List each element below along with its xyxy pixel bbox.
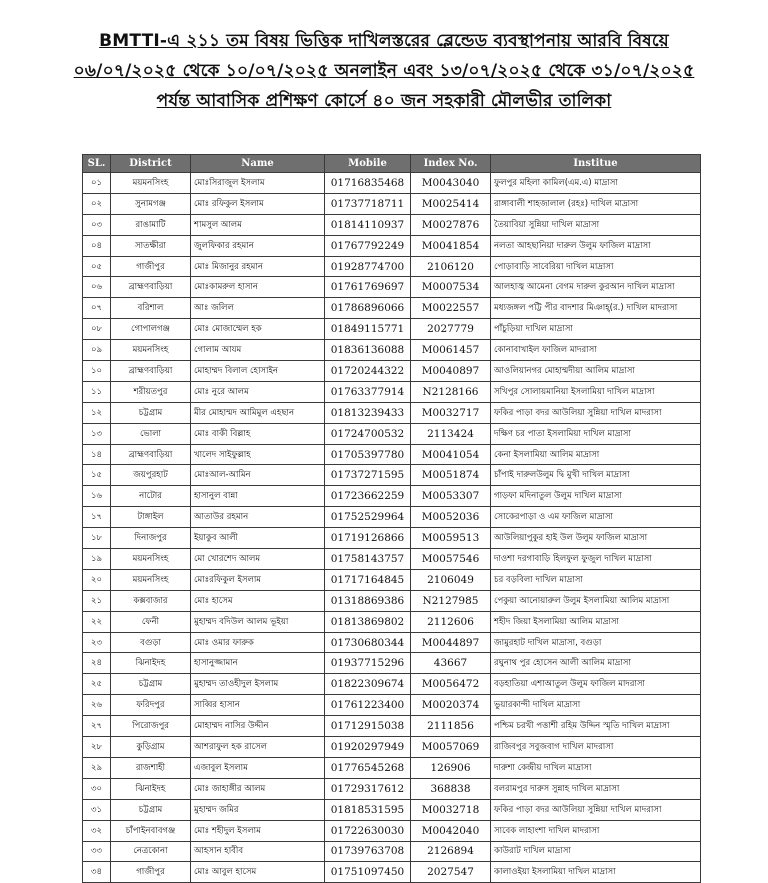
row-mobile: 01761769697 — [325, 277, 411, 298]
row-mobile: 01722630030 — [325, 820, 411, 841]
row-name: মোঃ আবুল হাসেম — [191, 862, 325, 883]
table-row — [83, 465, 701, 486]
row-sl: ১২ — [83, 402, 111, 423]
row-sl: ০৭ — [83, 298, 111, 319]
title-line-3: পর্যন্ত আবাসিক প্রশিক্ষণ কোর্সে ৪০ জন সহকারী মৌলভীর তালিকা — [156, 91, 612, 111]
row-sl: ০৪ — [83, 235, 111, 256]
row-mobile: 01836136088 — [325, 340, 411, 361]
row-name: মোঃরফিকুল ইসলাম — [191, 569, 325, 590]
row-sl: ২৩ — [83, 632, 111, 653]
row-name: মোঃ নুরে আলম — [191, 381, 325, 402]
row-district: চট্টগ্রাম — [111, 799, 191, 820]
row-district: চট্টগ্রাম — [111, 674, 191, 695]
row-index: N2128166 — [411, 381, 491, 402]
header-index: Index No. — [411, 155, 491, 173]
row-index: M0061457 — [411, 340, 491, 361]
row-name: খালেদ সাইফুল্লাহ — [191, 444, 325, 465]
row-institute: কাউরাট দাখিল মাদ্রাসা — [491, 841, 701, 862]
participant-table — [82, 154, 701, 883]
row-mobile: 01730680344 — [325, 632, 411, 653]
row-sl: ৩১ — [83, 799, 111, 820]
row-sl: ১০ — [83, 361, 111, 382]
row-institute: ফুলপুর মহিলা কামিল(এম.এ) মাদ্রাসা — [491, 173, 701, 194]
row-name: ইয়াকুব আলী — [191, 528, 325, 549]
row-mobile: 01814110937 — [325, 214, 411, 235]
row-district: ব্রাহ্মণবাড়িয়া — [111, 444, 191, 465]
row-district: চাঁপাইনবাবগঞ্জ — [111, 820, 191, 841]
row-district: ঝিনাইদহ — [111, 778, 191, 799]
row-name: আঃ জলিল — [191, 298, 325, 319]
row-index: 2106120 — [411, 256, 491, 277]
table-row — [83, 277, 701, 298]
row-name: মোহাম্মদ নাসির উদ্দীন — [191, 716, 325, 737]
row-sl: ২৬ — [83, 695, 111, 716]
header-institute: Institue — [491, 155, 701, 173]
row-sl: ২৯ — [83, 757, 111, 778]
row-institute: দাওশা দরগাবাড়ি হিলফুল ফুজুল দাখিল মাদ্রাসা — [491, 549, 701, 570]
row-name: আতাউর রহমান — [191, 507, 325, 528]
row-index: 43667 — [411, 653, 491, 674]
row-sl: ২০ — [83, 569, 111, 590]
table-row — [83, 402, 701, 423]
row-institute: বড়হাতিয়া এশাআতুল উলুম ফাজিল মাদরাসা — [491, 674, 701, 695]
table-row — [83, 820, 701, 841]
title-line-1: BMTTI-এ ২১১ তম বিষয় ভিত্তিক দাখিলস্তরের ব্লেন্ডেড ব্যবস্থাপনায় আরবি বিষয়ে — [99, 31, 669, 51]
row-sl: ৩০ — [83, 778, 111, 799]
row-sl: ৩২ — [83, 820, 111, 841]
row-mobile: 01818531595 — [325, 799, 411, 820]
row-mobile: 01822309674 — [325, 674, 411, 695]
table-header-row — [83, 155, 701, 173]
row-mobile: 01776545268 — [325, 757, 411, 778]
row-institute: গাড়ফা মদিনাতুল উলুম দাখিল মাদ্রাসা — [491, 486, 701, 507]
table-row — [83, 653, 701, 674]
row-mobile: 01729317612 — [325, 778, 411, 799]
row-index: M0057069 — [411, 737, 491, 758]
row-institute: কেনা ইসলামিয়া আলিম মাদ্রাসা — [491, 444, 701, 465]
row-name: হাসানুজ্জামান — [191, 653, 325, 674]
row-sl: ১৮ — [83, 528, 111, 549]
header-mobile: Mobile — [325, 155, 411, 173]
row-sl: ২২ — [83, 611, 111, 632]
row-sl: ০৯ — [83, 340, 111, 361]
row-sl: ২৫ — [83, 674, 111, 695]
row-sl: ০৮ — [83, 319, 111, 340]
row-district: ব্রাহ্মণবাড়িয়া — [111, 361, 191, 382]
row-index: M0052036 — [411, 507, 491, 528]
row-institute: মধ্যজঙ্গল পট্টি পীর বাদশার মিঞাহ্(র.) দাখিল মাদরাসা — [491, 298, 701, 319]
table-row — [83, 862, 701, 883]
table-row — [83, 381, 701, 402]
row-index: 2111856 — [411, 716, 491, 737]
table-row — [83, 340, 701, 361]
row-district: দিনাজপুর — [111, 528, 191, 549]
row-institute: আউলিয়াপুকুর হাই উল উলুম ফাজিল মাদ্রাসা — [491, 528, 701, 549]
row-mobile: 01318869386 — [325, 590, 411, 611]
row-district: গাজীপুর — [111, 256, 191, 277]
table-row — [83, 528, 701, 549]
row-index: 2112606 — [411, 611, 491, 632]
table-row — [83, 423, 701, 444]
row-district: শরীয়তপুর — [111, 381, 191, 402]
row-name: এজাবুল ইসলাম — [191, 757, 325, 778]
row-sl: ২৭ — [83, 716, 111, 737]
row-mobile: 01786896066 — [325, 298, 411, 319]
row-name: আশরাফুল হক রাসেল — [191, 737, 325, 758]
document-title — [0, 26, 768, 116]
table-row — [83, 214, 701, 235]
table-row — [83, 256, 701, 277]
row-name: মোঃ ওমার ফারুক — [191, 632, 325, 653]
row-index: M0057546 — [411, 549, 491, 570]
row-index: M0022557 — [411, 298, 491, 319]
row-mobile: 01716835468 — [325, 173, 411, 194]
row-institute: রঘুনাথ পুর হোসেন আলী আলিম মাদ্রাসা — [491, 653, 701, 674]
table-row — [83, 632, 701, 653]
row-institute: জামুরহাট দাখিল মাদ্রাসা, বগুড়া — [491, 632, 701, 653]
row-district: কুড়িগ্রাম — [111, 737, 191, 758]
table-row — [83, 298, 701, 319]
row-mobile: 01758143757 — [325, 549, 411, 570]
row-institute: নলতা আহছানিয়া দারুল উলুম ফাজিল মাদ্রাসা — [491, 235, 701, 256]
row-sl: ১১ — [83, 381, 111, 402]
row-district: সুনামগঞ্জ — [111, 193, 191, 214]
row-mobile: 01763377914 — [325, 381, 411, 402]
row-institute: আওলিয়ানগর মোহাম্মদীয়া আলিম মাদ্রাসা — [491, 361, 701, 382]
row-district: নেত্রকোনা — [111, 841, 191, 862]
row-institute: কালাওইয়া ইসলামিয়া দাখিল মাদ্রাসা — [491, 862, 701, 883]
row-sl: ৩৪ — [83, 862, 111, 883]
row-index: M0059513 — [411, 528, 491, 549]
row-sl: ১৬ — [83, 486, 111, 507]
row-index: M0020374 — [411, 695, 491, 716]
row-sl: ০৬ — [83, 277, 111, 298]
row-district: জয়পুরহাট — [111, 465, 191, 486]
row-name: মুহাম্মদ জমির — [191, 799, 325, 820]
row-institute: পোড়াবাড়ি সাবেরিয়া দাখিল মাদ্রাসা — [491, 256, 701, 277]
row-index: M0041854 — [411, 235, 491, 256]
row-name: মোঃ মোজাম্মেল হক — [191, 319, 325, 340]
row-institute: দক্ষিণ চর পাতা ইসলামিয়া দাখিল মাদ্রাসা — [491, 423, 701, 444]
row-district: পিরোজপুর — [111, 716, 191, 737]
table-row — [83, 235, 701, 256]
row-sl: ১৩ — [83, 423, 111, 444]
row-district: ঝিনাইদহ — [111, 653, 191, 674]
row-index: 2027779 — [411, 319, 491, 340]
row-institute: চাঁপাই দারুলউলুম দ্বি মুখী দাখিল মাদ্রাসা — [491, 465, 701, 486]
row-institute: আলহাজ্ব আমেনা বেগম দারুল কুরআন দাখিল মাদ্রাসা — [491, 277, 701, 298]
row-district: বরিশাল — [111, 298, 191, 319]
header-district: District — [111, 155, 191, 173]
row-district: ময়মনসিংহ — [111, 549, 191, 570]
row-mobile: 01813869802 — [325, 611, 411, 632]
row-mobile: 01751097450 — [325, 862, 411, 883]
row-institute: রাজিবপুর সবুজবাগ দাখিল মাদরাসা — [491, 737, 701, 758]
row-name: শামসুল আলম — [191, 214, 325, 235]
row-institute: শহীদ জিয়া ইসলামিয়া আলিম মাদ্রাসা — [491, 611, 701, 632]
row-name: মোহাম্মদ বিলাল হোসাইন — [191, 361, 325, 382]
row-sl: ০২ — [83, 193, 111, 214]
row-sl: ১৪ — [83, 444, 111, 465]
row-sl: ১৫ — [83, 465, 111, 486]
table-row — [83, 716, 701, 737]
row-name: মোঃসিরাজুল ইসলাম — [191, 173, 325, 194]
row-institute: সোকেরপাড়া ও এম ফাজিল মাদ্রাসা — [491, 507, 701, 528]
row-sl: ১৯ — [83, 549, 111, 570]
row-name: মোঃ শহীদুল ইসলাম — [191, 820, 325, 841]
row-institute: ফকির পাড়া বদর আউলিয়া সুন্নিয়া দাখিল মাদরাসা — [491, 799, 701, 820]
row-institute: পেকুয়া আনোয়ারুল উলুম ইসলামিয়া আলিম মাদ্রাসা — [491, 590, 701, 611]
row-mobile: 01937715296 — [325, 653, 411, 674]
row-mobile: 01723662259 — [325, 486, 411, 507]
table-row — [83, 778, 701, 799]
row-sl: ০১ — [83, 173, 111, 194]
row-name: মীর মোহাম্মদ আমিমুল এহছান — [191, 402, 325, 423]
row-name: হাসানুল বান্না — [191, 486, 325, 507]
table-body — [83, 173, 701, 883]
row-mobile: 01752529964 — [325, 507, 411, 528]
row-mobile: 01761223400 — [325, 695, 411, 716]
row-district: ময়মনসিংহ — [111, 569, 191, 590]
row-index: M0025414 — [411, 193, 491, 214]
row-institute: পাঁচুড়িয়া দাখিল মাদ্রাসা — [491, 319, 701, 340]
table-row — [83, 590, 701, 611]
table-row — [83, 193, 701, 214]
row-institute: পশ্চিম চরখী পত্তাশী রহিম উদ্দিন স্মৃতি দাখিল মাদ্রাসা — [491, 716, 701, 737]
table-row — [83, 799, 701, 820]
row-name: মোঃ বাকী বিল্লাহ — [191, 423, 325, 444]
table-row — [83, 757, 701, 778]
row-sl: ২৪ — [83, 653, 111, 674]
row-index: M0053307 — [411, 486, 491, 507]
row-sl: ২৮ — [83, 737, 111, 758]
row-name: মোঃ হাসেম — [191, 590, 325, 611]
row-index: M0027876 — [411, 214, 491, 235]
table-row — [83, 569, 701, 590]
table-row — [83, 674, 701, 695]
row-sl: ৩৩ — [83, 841, 111, 862]
table-row — [83, 507, 701, 528]
row-name: জুলফিকার রহমান — [191, 235, 325, 256]
row-mobile: 01717164845 — [325, 569, 411, 590]
row-district: ময়মনসিংহ — [111, 173, 191, 194]
row-sl: ০৫ — [83, 256, 111, 277]
row-district: ফরিদপুর — [111, 695, 191, 716]
row-institute: দারুশা কেন্দ্রীয় দাখিল মাদ্রাসা — [491, 757, 701, 778]
row-mobile: 01719126866 — [325, 528, 411, 549]
row-name: মুহাম্মদ তাওহীদুল ইসলাম — [191, 674, 325, 695]
row-index: 2113424 — [411, 423, 491, 444]
row-index: M0032717 — [411, 402, 491, 423]
row-name: মোঃআল-আমিন — [191, 465, 325, 486]
row-index: M0051874 — [411, 465, 491, 486]
row-index: M0056472 — [411, 674, 491, 695]
row-name: আহসান হাবীব — [191, 841, 325, 862]
row-district: ময়মনসিংহ — [111, 340, 191, 361]
row-name: সাব্বির হাসান — [191, 695, 325, 716]
row-district: ফেনী — [111, 611, 191, 632]
header-name: Name — [191, 155, 325, 173]
row-district: ব্রাহ্মণবাড়িয়া — [111, 277, 191, 298]
row-institute: তৈয়াবিয়া সুন্নিয়া দাখিল মাদ্রাসা — [491, 214, 701, 235]
row-institute: চর বড়বিলা দাখিল মাদ্রাসা — [491, 569, 701, 590]
row-index: 126906 — [411, 757, 491, 778]
row-district: গোপালগঞ্জ — [111, 319, 191, 340]
row-name: গোলাম আযম — [191, 340, 325, 361]
row-district: বগুড়া — [111, 632, 191, 653]
row-mobile: 01920297949 — [325, 737, 411, 758]
row-mobile: 01712915038 — [325, 716, 411, 737]
row-index: M0042040 — [411, 820, 491, 841]
row-sl: ১৭ — [83, 507, 111, 528]
row-institute: রাঙ্গাবালী শাহজালাল (রহঃ) দাখিল মাদ্রাসা — [491, 193, 701, 214]
table-row — [83, 611, 701, 632]
row-mobile: 01724700532 — [325, 423, 411, 444]
row-district: সাতক্ষীরা — [111, 235, 191, 256]
row-mobile: 01813239433 — [325, 402, 411, 423]
row-district: চট্টগ্রাম — [111, 402, 191, 423]
row-name: মোঃ রফিকুল ইসলাম — [191, 193, 325, 214]
table-row — [83, 695, 701, 716]
row-district: রাঙামাটি — [111, 214, 191, 235]
row-district: গাজীপুর — [111, 862, 191, 883]
row-index: M0040897 — [411, 361, 491, 382]
row-institute: বলরামপুর দারুস সুন্নাহ দাখিল মাদ্রাসা — [491, 778, 701, 799]
row-name: মোঃ মিজানুর রহমান — [191, 256, 325, 277]
row-district: ভোলা — [111, 423, 191, 444]
row-index: 2106049 — [411, 569, 491, 590]
row-index: M0032718 — [411, 799, 491, 820]
row-index: N2127985 — [411, 590, 491, 611]
row-institute: ভুয়ারকান্দী দাখিল মাদ্রাসা — [491, 695, 701, 716]
table-row — [83, 737, 701, 758]
row-index: M0044897 — [411, 632, 491, 653]
row-index: 368838 — [411, 778, 491, 799]
row-institute: সাবেক লাহাংশা দাখিল মাদরাসা — [491, 820, 701, 841]
table-row — [83, 486, 701, 507]
table-row — [83, 841, 701, 862]
row-sl: ০৩ — [83, 214, 111, 235]
row-district: কক্সবাজার — [111, 590, 191, 611]
row-mobile: 01720244322 — [325, 361, 411, 382]
row-district: রাজশাহী — [111, 757, 191, 778]
table-row — [83, 444, 701, 465]
header-sl: SL. — [83, 155, 111, 173]
row-name: মোঃকামরুল হাসান — [191, 277, 325, 298]
row-mobile: 01739763708 — [325, 841, 411, 862]
table-row — [83, 173, 701, 194]
row-mobile: 01737718711 — [325, 193, 411, 214]
row-mobile: 01705397780 — [325, 444, 411, 465]
table-row — [83, 549, 701, 570]
row-institute: কোনাবাখাইল ফাজিল মাদরাসা — [491, 340, 701, 361]
row-institute: ফকির পাড়া বদর আউলিয়া সুন্নিয়া দাখিল মাদরাসা — [491, 402, 701, 423]
table-row — [83, 319, 701, 340]
row-sl: ২১ — [83, 590, 111, 611]
row-district: নাটোর — [111, 486, 191, 507]
row-district: টাঙ্গাইল — [111, 507, 191, 528]
row-index: M0007534 — [411, 277, 491, 298]
participant-table-wrapper — [82, 154, 700, 883]
row-index: M0043040 — [411, 173, 491, 194]
row-institute: সখিপুর সোলায়মানিয়া ইসলামিয়া দাখিল মাদ্রাসা — [491, 381, 701, 402]
table-row — [83, 361, 701, 382]
row-index: M0041054 — [411, 444, 491, 465]
row-name: মুহাম্মদ বদিউল আলম ভূইয়া — [191, 611, 325, 632]
row-index: 2027547 — [411, 862, 491, 883]
row-name: মোঃ জাহাঙ্গীর আলম — [191, 778, 325, 799]
row-mobile: 01737271595 — [325, 465, 411, 486]
row-mobile: 01928774700 — [325, 256, 411, 277]
row-name: মো খোরশেদ আলম — [191, 549, 325, 570]
row-index: 2126894 — [411, 841, 491, 862]
row-mobile: 01767792249 — [325, 235, 411, 256]
row-mobile: 01849115771 — [325, 319, 411, 340]
title-line-2: ০৬/০৭/২০২৫ থেকে ১০/০৭/২০২৫ অনলাইন এবং ১৩/০৭/২০২৫ থেকে ৩১/০৭/২০২৫ — [73, 61, 695, 81]
